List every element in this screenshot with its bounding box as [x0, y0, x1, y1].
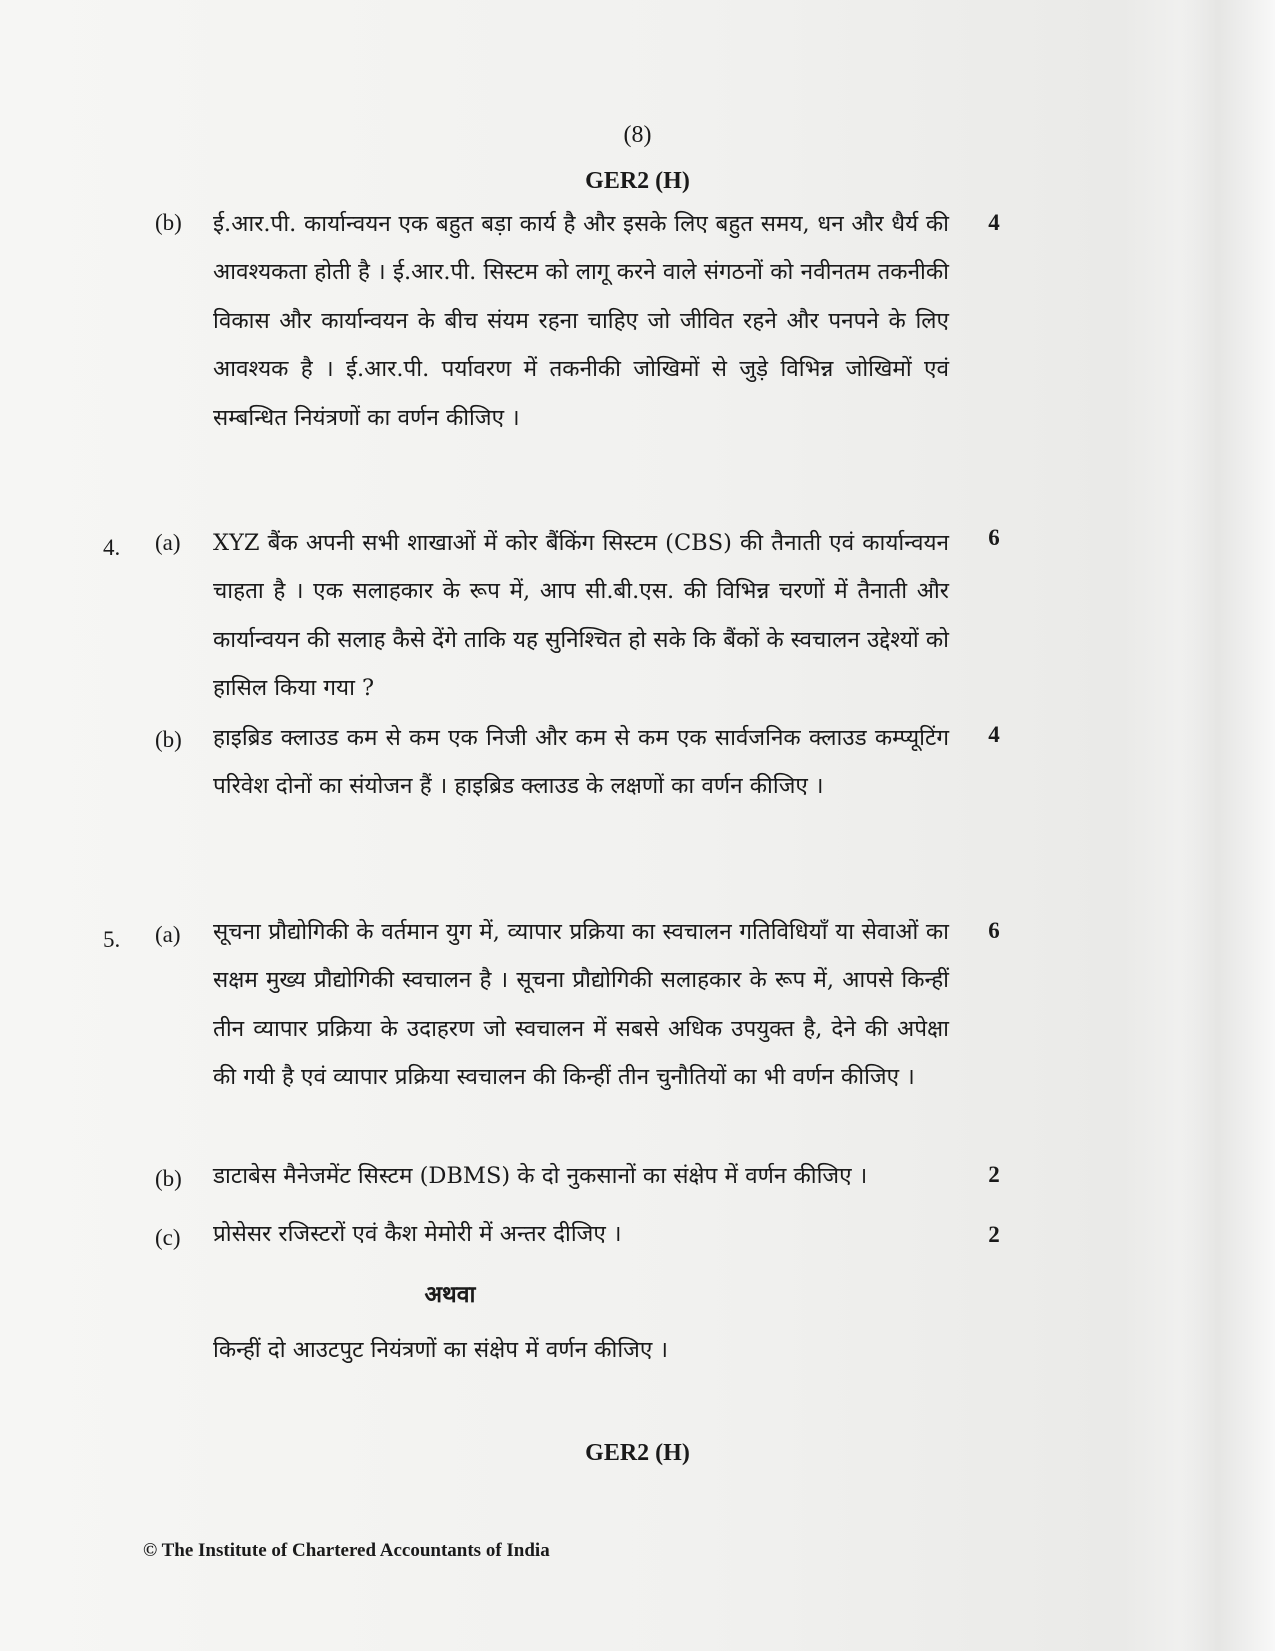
question-5a-label: (a)	[155, 922, 181, 947]
paper-code-header: GER2 (H)	[585, 168, 690, 194]
question-3b-marks: 4	[988, 210, 1000, 235]
or-label: अथवा	[424, 1281, 476, 1308]
question-4b-marks: 4	[988, 722, 1000, 747]
question-4b-text: हाइब्रिड क्लाउड कम से कम एक निजी और कम से कम एक सार्वजनिक क्लाउड कम्प्यूटिंग परिवेश दोनों का संयोजन हैं । हाइब्रिड क्लाउड के लक्षणों का वर्णन कीजिए ।	[213, 725, 949, 800]
question-5-number: 5.	[103, 927, 121, 952]
page-edge-shadow	[1180, 0, 1275, 1651]
question-3b-text: ई.आर.पी. कार्यान्वयन एक बहुत बड़ा कार्य है और इसके लिए बहुत समय, धन और धैर्य की आवश्यकता होती है । ई.आर.पी. सिस्टम को लागू करने वाले संगठनों को नवीनतम तकनीकी विकास और कार्यान्वयन के बीच संयम रहना चाहिए जो जीवित रहने और पनपने के लिए आवश्यक है । ई.आर.पी. पर्यावरण में तकनीकी जोखिमों से जुड़े विभिन्न जोखिमों एवं सम्बन्धित नियंत्रणों का वर्णन कीजिए ।	[213, 211, 949, 431]
question-5c-text: प्रोसेसर रजिस्टरों एवं कैश मेमोरी में अन्तर दीजिए ।	[213, 1221, 622, 1247]
copyright-footer: © The Institute of Chartered Accountants of India	[143, 1540, 550, 1561]
question-3b-label: (b)	[155, 210, 182, 235]
question-5c-marks: 2	[988, 1222, 1000, 1247]
or-question-text: किन्हीं दो आउटपुट नियंत्रणों का संक्षेप में वर्णन कीजिए ।	[213, 1337, 668, 1363]
question-5a-text: सूचना प्रौद्योगिकी के वर्तमान युग में, व्यापार प्रक्रिया का स्वचालन गतिविधियाँ या सेवाओं का सक्षम मुख्य प्रौद्योगिकी स्वचालन है । सूचना प्रौद्योगिकी सलाहकार के रूप में, आपसे किन्हीं तीन व्यापार प्रक्रिया के उदाहरण जो स्वचालन में सबसे अधिक उपयुक्त है, देने की अपेक्षा की गयी है एवं व्यापार प्रक्रिया स्वचालन की किन्हीं तीन चुनौतियों का भी वर्णन कीजिए ।	[213, 919, 949, 1091]
question-5a-marks: 6	[988, 918, 1000, 943]
paper-code-footer: GER2 (H)	[585, 1440, 690, 1466]
page-number: (8)	[623, 122, 652, 148]
question-4b-label: (b)	[155, 727, 182, 752]
question-5b-marks: 2	[988, 1162, 1000, 1187]
question-5b-text: डाटाबेस मैनेजमेंट सिस्टम (DBMS) के दो नुकसानों का संक्षेप में वर्णन कीजिए ।	[213, 1163, 868, 1189]
question-4a-marks: 6	[988, 525, 1000, 550]
question-4-number: 4.	[103, 535, 121, 560]
question-5b-label: (b)	[155, 1166, 182, 1191]
question-5c-label: (c)	[155, 1225, 181, 1250]
question-4a-text: XYZ बैंक अपनी सभी शाखाओं में कोर बैंकिंग सिस्टम (CBS) की तैनाती एवं कार्यान्वयन चाहता है । एक सलाहकार के रूप में, आप सी.बी.एस. की विभिन्न चरणों में तैनाती और कार्यान्वयन की सलाह कैसे देंगे ताकि यह सुनिश्चित हो सके कि बैंकों के स्वचालन उद्देश्यों को हासिल किया गया ?	[213, 530, 949, 702]
question-4a-label: (a)	[155, 530, 181, 555]
